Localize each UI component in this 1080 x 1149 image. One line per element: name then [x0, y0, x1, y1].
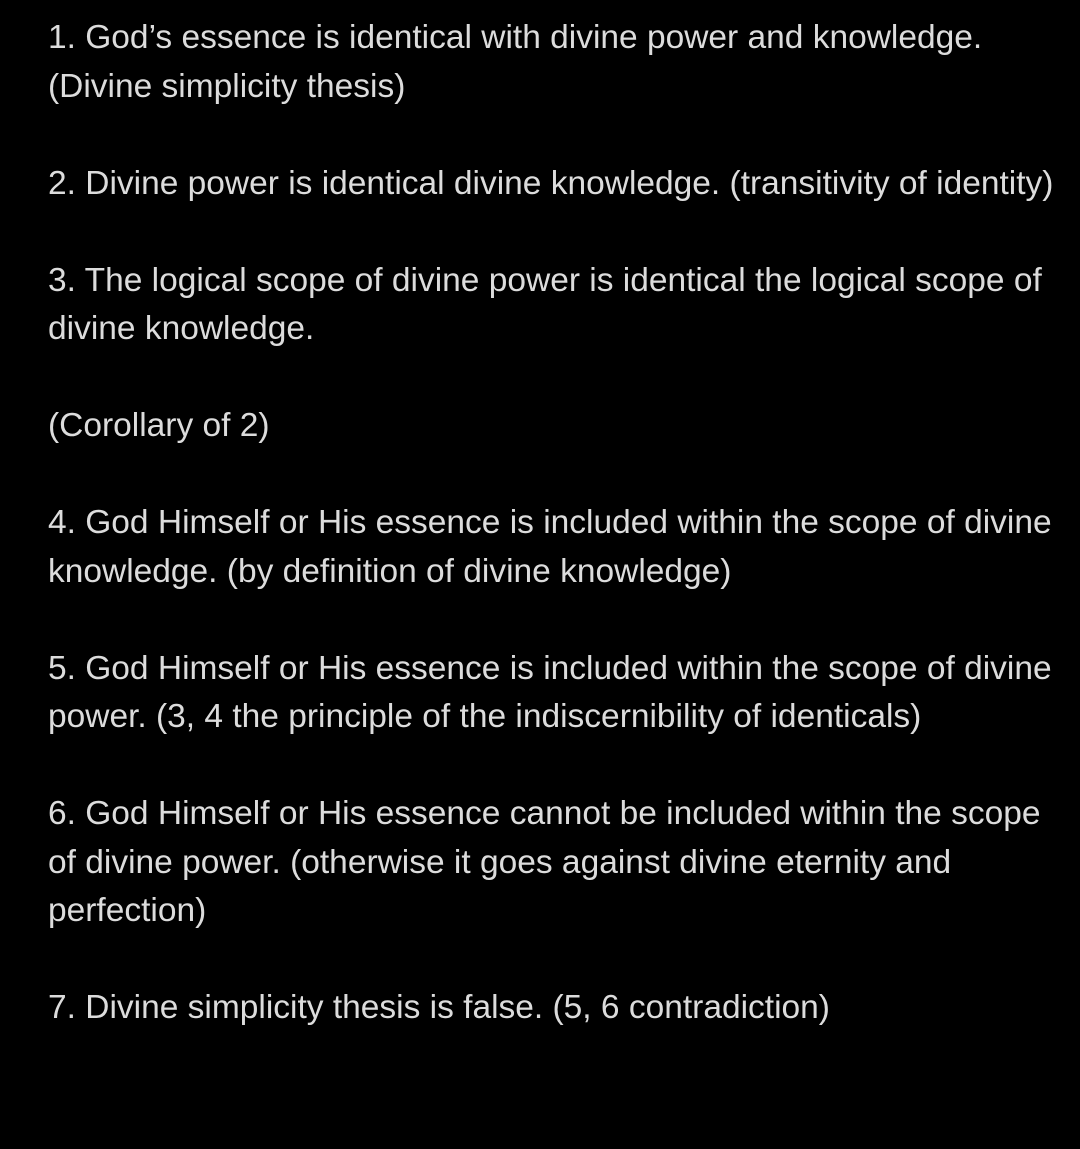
premise-2: 2. Divine power is identical divine knowledge. (transitivity of identity)	[48, 164, 1054, 202]
premise-3: 3. The logical scope of divine power is identical the logical scope of divine knowledge.	[48, 261, 1042, 347]
premise-1: 1. God’s essence is identical with divine power and knowledge. (Divine simplicity thesis)	[48, 19, 983, 105]
premise-3-justification: (Corollary of 2)	[48, 407, 270, 444]
premise-6: 6. God Himself or His essence cannot be included within the scope of divine power. (otherwise it goes against divine eternity and perfection)	[48, 795, 1041, 929]
premise-4: 4. God Himself or His essence is included within the scope of divine knowledge. (by definition of divine knowledge)	[48, 504, 1052, 590]
argument-text	[48, 14, 1058, 1033]
premise-5: 5. God Himself or His essence is included within the scope of divine power. (3, 4 the principle of the indiscernibility of identicals)	[48, 649, 1052, 735]
conclusion-7: 7. Divine simplicity thesis is false. (5, 6 contradiction)	[48, 989, 830, 1026]
